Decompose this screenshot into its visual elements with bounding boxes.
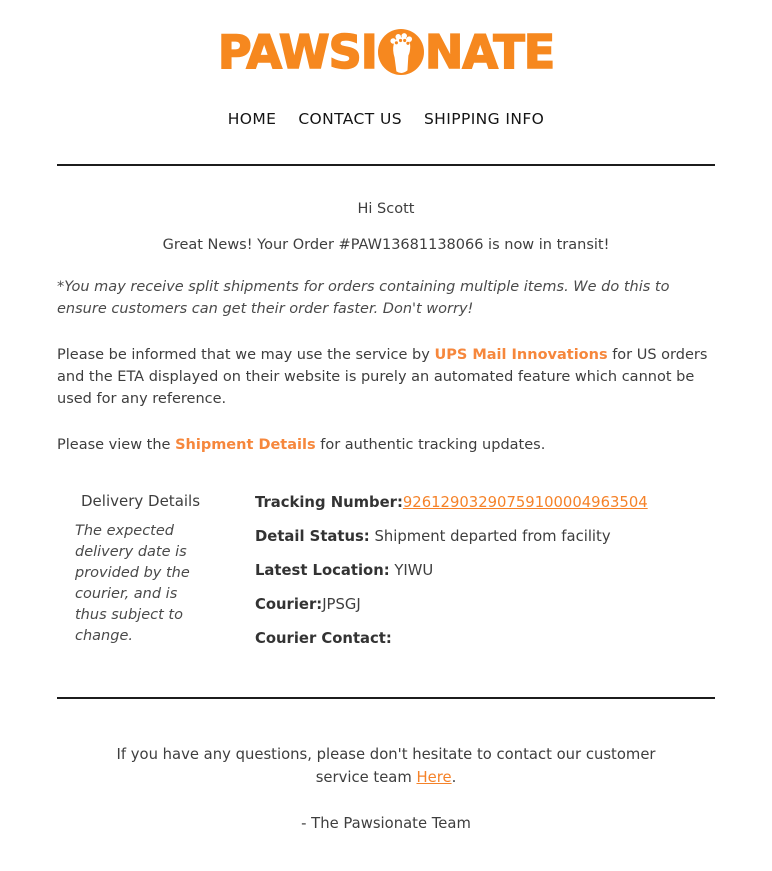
latest-location-row <box>255 561 648 580</box>
courier-label: Courier: <box>255 596 323 613</box>
greeting-text: Hi Scott <box>357 201 415 217</box>
courier-row <box>255 595 648 614</box>
order-status-line: Great News! Your Order #PAW13681138066 is now in transit! <box>162 237 610 253</box>
bottom-divider <box>57 697 715 699</box>
latest-location-label: Latest Location: <box>255 562 390 579</box>
shipment-details-paragraph <box>57 434 715 456</box>
top-divider <box>57 164 715 166</box>
ups-paragraph-before: Please be informed that we may use the service by <box>57 347 435 363</box>
delivery-details-title: Delivery Details <box>81 492 201 510</box>
team-signature: - The Pawsionate Team <box>301 815 471 832</box>
tracking-number-label: Tracking Number: <box>255 494 403 511</box>
courier-value: JPSGJ <box>322 596 361 613</box>
ups-paragraph <box>57 344 715 410</box>
footer-help-after: . <box>451 769 457 786</box>
footer-help-text <box>91 743 681 789</box>
nav-item-home[interactable]: HOME <box>227 110 277 128</box>
split-shipment-note: *You may receive split shipments for orders containing multiple items. We do this to ensure customers can get their order faster. Don't worry! <box>57 279 670 317</box>
detail-status-row <box>255 527 648 546</box>
shipment-paragraph-before: Please view the <box>57 437 176 453</box>
delivery-date-disclaimer: The expected delivery date is provided by the courier, and is thus subject to change. <box>75 523 190 644</box>
shipment-paragraph-after: for authentic tracking updates. <box>315 437 546 453</box>
tracking-number-row <box>255 493 648 512</box>
tracking-number-link[interactable]: 92612903290759100004963504 <box>402 494 648 511</box>
email-body <box>0 198 772 456</box>
delivery-details-left-column <box>57 492 205 663</box>
detail-status-value: Shipment departed from facility <box>369 528 611 545</box>
delivery-details-right-column <box>255 492 648 663</box>
ups-mail-innovations-link[interactable]: UPS Mail Innovations <box>434 347 608 363</box>
contact-here-link[interactable]: Here <box>416 769 452 786</box>
nav-item-shipping-info[interactable]: SHIPPING INFO <box>423 110 545 128</box>
paw-icon <box>378 29 424 75</box>
shipment-details-link[interactable]: Shipment Details <box>175 437 316 453</box>
delivery-details-section <box>0 492 772 663</box>
ups-paragraph-after: for US orders and the ETA displayed on their website is purely an automated feature which cannot be used for any reference. <box>57 347 708 407</box>
latest-location-value: YIWU <box>389 562 434 579</box>
logo-text-left: PAWSI <box>217 25 377 79</box>
logo-text-right: NATE <box>424 25 555 79</box>
footer-help-before: If you have any questions, please don't hesitate to contact our customer service team <box>116 746 656 786</box>
courier-contact-label: Courier Contact: <box>255 630 392 647</box>
courier-contact-row <box>255 629 648 648</box>
detail-status-label: Detail Status: <box>255 528 370 545</box>
nav-item-contact-us[interactable]: CONTACT US <box>298 110 402 128</box>
brand-logo <box>0 20 772 84</box>
main-nav <box>0 110 772 128</box>
